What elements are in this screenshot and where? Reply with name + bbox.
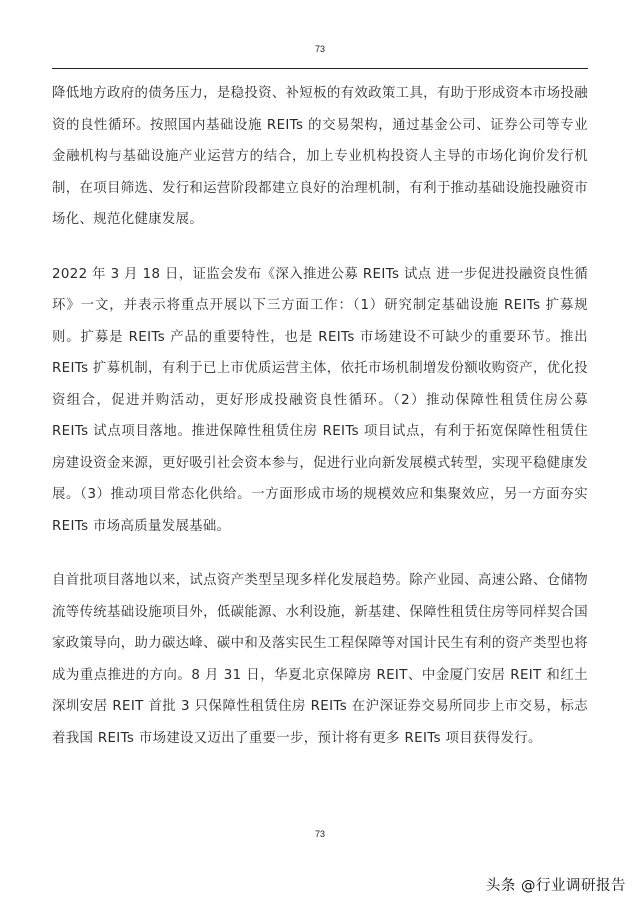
paragraph-2: 2022 年 3 月 18 日，证监会发布《深入推进公募 REITs 试点 进一步促进投融资良性循环》一文，并表示将重点开展以下三方面工作：（1）研究制定基础设施 REITs 扩募规则。扩募是 REITs 产品的重要特性，也是 REITs 市场建设不可缺少的重要环节。推出 REITs 扩募机制，有利于已上市优质运营主体，依托市场机制增发份额收购资产，优化投资组合，促进并购活动，更好形成投融资良性循环。（2）推动保障性租赁住房公募 REITs 试点项目落地。推进保障性租赁住房 REITs 项目试点，有利于拓宽保障性租赁住房建设资金来源，更好吸引社会资本参与，促进行业向新发展模式转型，实现平稳健康发展。（3）推动项目常态化供给。一方面形成市场的规模效应和集聚效应，另一方面夯实 REITs 市场高质量发展基础。 bbox=[52, 266, 588, 534]
document-body bbox=[52, 78, 588, 754]
page-number-top: 73 bbox=[314, 44, 325, 54]
paragraph-3: 自首批项目落地以来，试点资产类型呈现多样化发展趋势。除产业园、高速公路、仓储物流等传统基础设施项目外，低碳能源、水利设施，新基建、保障性租赁住房等同样契合国家政策导向，助力碳达峰、碳中和及落实民生工程保障等对国计民生有利的资产类型也将成为重点推进的方向。8 月 31 日，华夏北京保障房 REIT、中金厦门安居 REIT 和红土深圳安居 REIT 首批 3 只保障性租赁住房 REITs 在沪深证券交易所同步上市交易，标志着我国 REITs 市场建设又迈出了重要一步，预计将有更多 REITs 项目获得发行。 bbox=[52, 573, 588, 746]
paragraph-1: 降低地方政府的债务压力，是稳投资、补短板的有效政策工具，有助于形成资本市场投融资的良性循环。按照国内基础设施 REITs 的交易架构，通过基金公司、证券公司等专业金融机构与基础设施产业运营方的结合，加上专业机构投资人主导的市场化询价发行机制，在项目筛选、发行和运营阶段都建立良好的治理机制，有利于推动基础设施投融资市场化、规范化健康发展。 bbox=[52, 86, 588, 227]
header-rule bbox=[52, 68, 588, 69]
watermark: 头条 @行业调研报告 bbox=[485, 878, 626, 894]
page-number-bottom: 73 bbox=[314, 829, 325, 839]
